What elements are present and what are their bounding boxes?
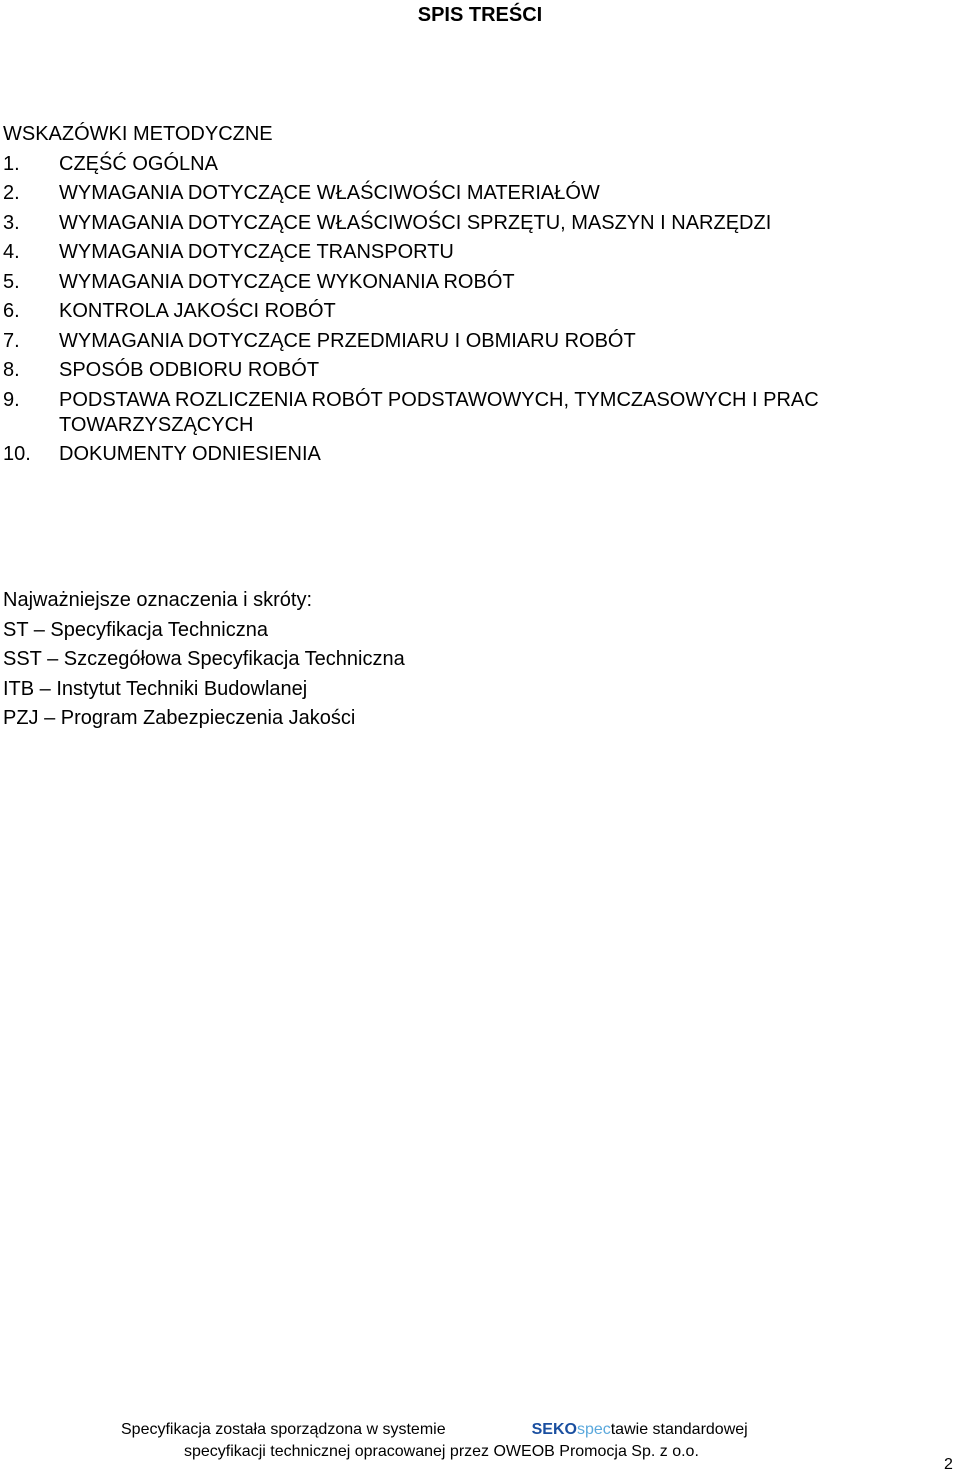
abbreviation-item: PZJ – Program Zabezpieczenia Jakości [3, 707, 356, 729]
abbreviation-item: ST – Specyfikacja Techniczna [3, 618, 268, 641]
toc-item-text: KONTROLA JAKOŚCI ROBÓT [59, 300, 336, 322]
toc-item-text: WYMAGANIA DOTYCZĄCE PRZEDMIARU I OBMIARU ROBÓT [59, 329, 636, 352]
abbreviation-item: SST – Szczegółowa Specyfikacja Techniczna [3, 648, 405, 670]
abbreviations-heading: Najważniejsze oznaczenia i skróty: [3, 589, 313, 611]
toc-item-number: 9. [3, 388, 20, 411]
toc-item-text: WYMAGANIA DOTYCZĄCE WŁAŚCIWOŚCI SPRZĘTU, MASZYN I NARZĘDZI [59, 211, 772, 234]
toc-item-number: 3. [3, 211, 20, 234]
toc-item [3, 150, 953, 180]
toc-item [3, 268, 953, 298]
toc-item-text: WYMAGANIA DOTYCZĄCE TRANSPORTU [59, 241, 454, 263]
brand-logo-spec: spec [576, 1421, 611, 1438]
toc-heading: WSKAZÓWKI METODYCZNE [3, 123, 273, 145]
toc-item [3, 440, 953, 470]
footer-prefix: Specyfikacja została sporządzona w systemie [121, 1421, 446, 1438]
toc-item [3, 179, 953, 209]
abbreviation-item: ITB – Instytut Techniki Budowlanej [3, 677, 308, 700]
toc-item-number: 10. [3, 442, 31, 465]
toc-item-number: 8. [3, 359, 20, 381]
footer-line-2: specyfikacji technicznej opracowanej przez OWEOB Promocja Sp. z o.o. [184, 1443, 699, 1460]
toc-item [3, 327, 953, 357]
toc-item-number: 1. [3, 152, 20, 175]
toc-item-number: 5. [3, 270, 20, 293]
toc-item-text: WYMAGANIA DOTYCZĄCE WYKONANIA ROBÓT [59, 270, 515, 293]
toc-item-number: 6. [3, 300, 20, 322]
toc-item-number: 4. [3, 241, 20, 263]
toc-item [3, 297, 953, 327]
toc-item [3, 209, 953, 239]
toc-item-number: 7. [3, 329, 20, 352]
brand-logo-seko: SEKO [531, 1421, 577, 1438]
toc-item-text: SPOSÓB ODBIORU ROBÓT [59, 359, 320, 381]
toc-item [3, 238, 953, 268]
toc-item-number: 2. [3, 182, 20, 204]
toc-item-text: DOKUMENTY ODNIESIENIA [59, 442, 321, 465]
toc-item-text: PODSTAWA ROZLICZENIA ROBÓT PODSTAWOWYCH, TYMCZASOWYCH I PRAC TOWARZYSZĄCYCH [59, 388, 819, 436]
toc-item [3, 386, 953, 440]
document-title: SPIS TREŚCI [417, 4, 543, 26]
footer-suffix: tawie standardowej [610, 1421, 748, 1438]
toc-item-text: CZĘŚĆ OGÓLNA [59, 152, 218, 175]
toc-item [3, 356, 953, 386]
table-of-contents [3, 120, 953, 469]
abbreviations-section [3, 586, 953, 734]
page-number: 2 [944, 1456, 953, 1473]
footer-line-1 [121, 1419, 748, 1441]
toc-item-text: WYMAGANIA DOTYCZĄCE WŁAŚCIWOŚCI MATERIAŁÓW [59, 182, 600, 204]
